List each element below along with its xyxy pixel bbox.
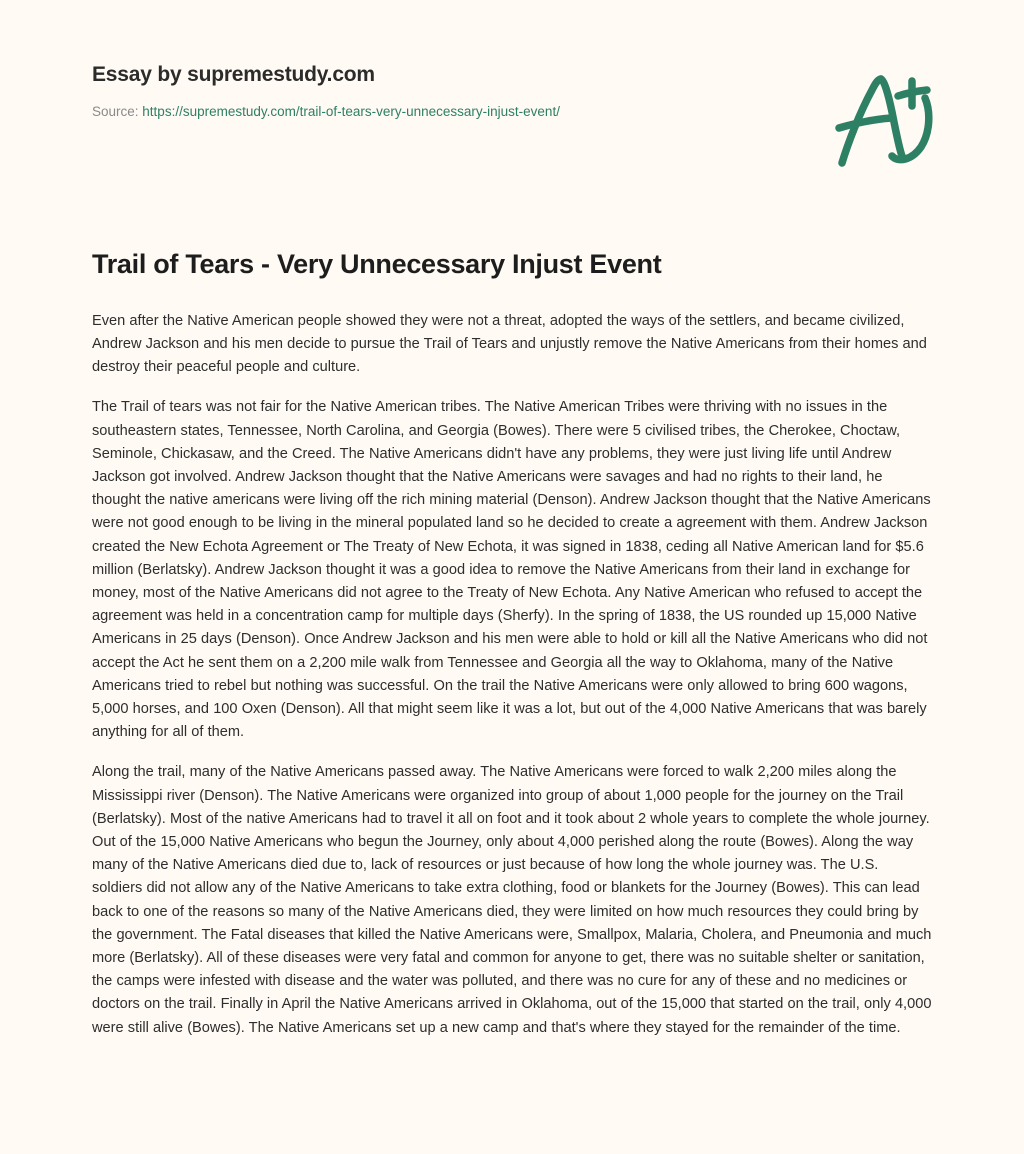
article (92, 248, 932, 1040)
document-header (92, 62, 932, 121)
brand-title: Essay by supremestudy.com (92, 63, 375, 86)
source-label: Source: (92, 104, 139, 120)
a-plus-logo (826, 66, 946, 176)
a-plus-logo-icon (826, 66, 946, 176)
paragraph: Along the trail, many of the Native Americans passed away. The Native Americans were forced to walk 2,200 miles along the Mississippi river (Denson). The Native Americans were organized into group of about 1,000 people for the journey on the Trail (Berlatsky). Most of the native Americans had to travel it all on foot and it took about 2 whole years to complete the whole journey. Out of the 15,000 Native Americans who begun the Journey, only about 4,000 perished along the route (Bowes). Along the way many of the Native Americans died due to, lack of resources or just because of how long the whole journey was. The U.S. soldiers did not allow any of the Native Americans to take extra clothing, food or blankets for the Journey (Bowes). This can lead back to one of the reasons so many of the Native Americans died, they were limited on how much resources they could bring by the government. The Fatal diseases that killed the Native Americans were, Smallpox, Malaria, Cholera, and Pneumonia and much more (Berlatsky). All of these diseases were very fatal and common for anyone to get, there was no suitable shelter or sanitation, the camps were infested with disease and the water was polluted, and there was no cure for any of these and no medicines or doctors on the trail. Finally in April the Native Americans arrived in Oklahoma, out of the 15,000 that started on the trail, only 4,000 were still alive (Bowes). The Native Americans set up a new camp and that's where they stayed for the remainder of the time. (92, 764, 932, 1036)
source-line (92, 103, 932, 121)
article-body (92, 310, 932, 1040)
page-title: Trail of Tears - Very Unnecessary Injust Event (92, 249, 662, 279)
source-url-link[interactable]: https://supremestudy.com/trail-of-tears-very-unnecessary-injust-event/ (142, 104, 560, 120)
paragraph: The Trail of tears was not fair for the Native American tribes. The Native American Tribes were thriving with no issues in the southeastern states, Tennessee, North Carolina, and Georgia (Bowes). There were 5 civilised tribes, the Cherokee, Choctaw, Seminole, Chickasaw, and the Creed. The Native Americans didn't have any problems, they were just living life until Andrew Jackson got involved. Andrew Jackson thought that the Native Americans were savages and had no rights to their land, he thought the native americans were living off the rich mining material (Denson). Andrew Jackson thought that the Native Americans were not good enough to be living in the mineral populated land so he decided to create a agreement with them. Andrew Jackson created the New Echota Agreement or The Treaty of New Echota, it was signed in 1838, ceding all Native American land for $5.6 million (Berlatsky). Andrew Jackson thought it was a good idea to remove the Native Americans from their land in exchange for money, most of the Native Americans did not agree to the Treaty of New Echota. Any Native American who refused to accept the agreement was held in a concentration camp for multiple days (Sherfy). In the spring of 1838, the US rounded up 15,000 Native Americans in 25 days (Denson). Once Andrew Jackson and his men were able to hold or kill all the Native Americans who did not accept the Act he sent them on a 2,200 mile walk from Tennessee and Georgia all the way to Oklahoma, many of the Native Americans tried to rebel but nothing was successful. On the trail the Native Americans were only allowed to bring 600 wagons, 5,000 horses, and 100 Oxen (Denson). All that might seem like it was a lot, but out of the 4,000 Native Americans that was barely anything for all of them. (92, 399, 931, 741)
paragraph: Even after the Native American people showed they were not a threat, adopted the ways of the settlers, and became civilized, Andrew Jackson and his men decide to pursue the Trail of Tears and unjustly remove the Native Americans from their homes and destroy their peaceful people and culture. (92, 312, 927, 376)
